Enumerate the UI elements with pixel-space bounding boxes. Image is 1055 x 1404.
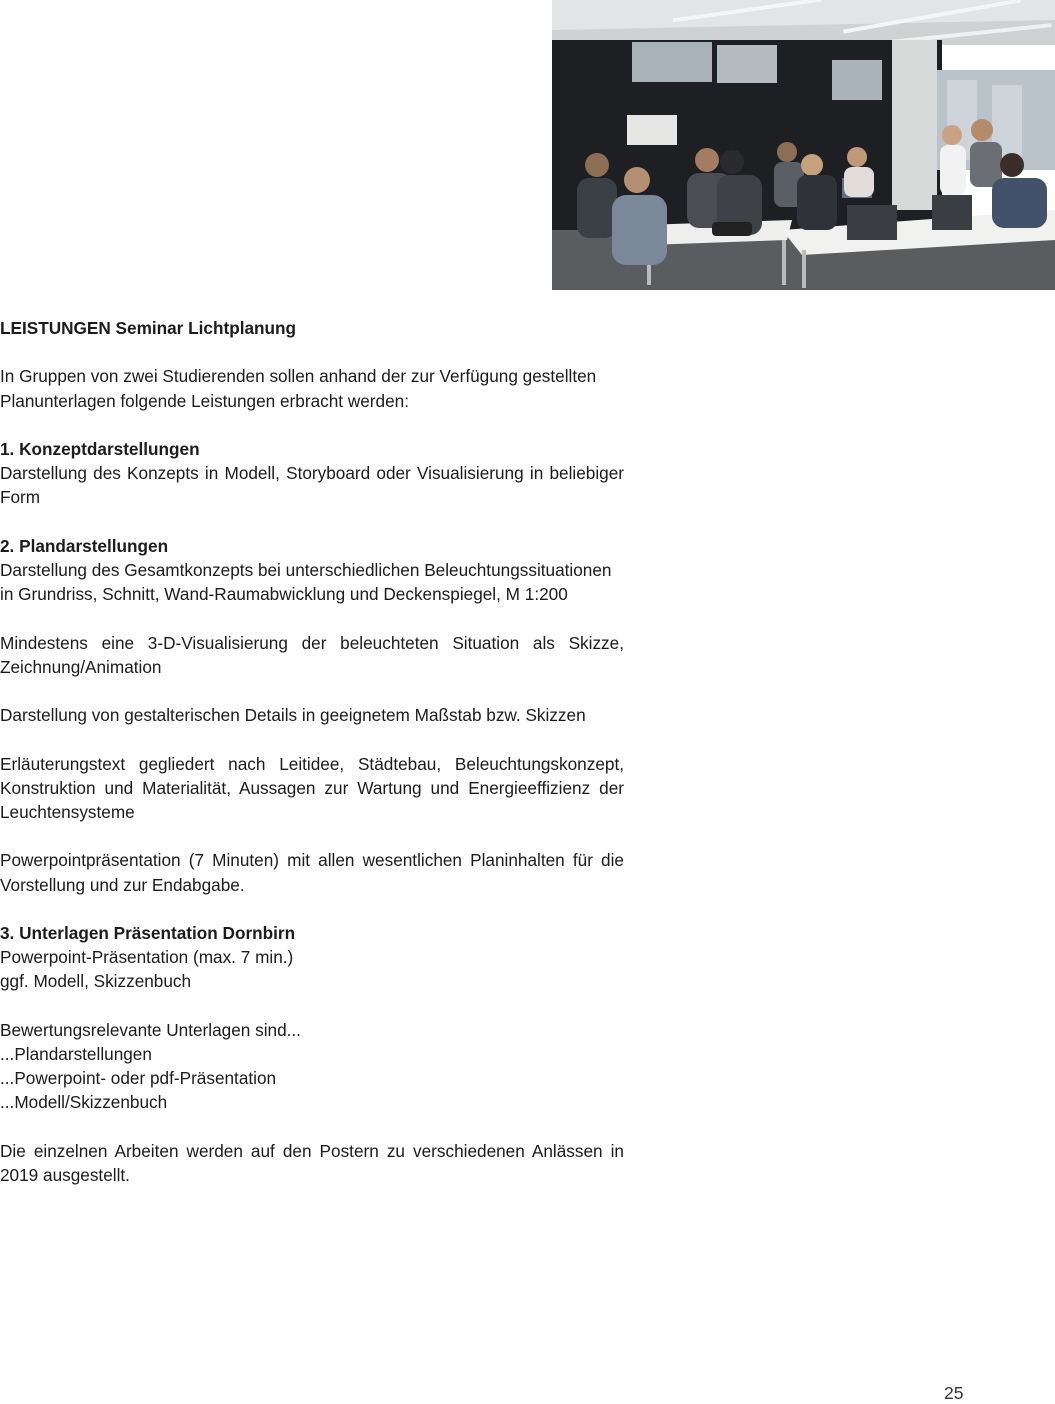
section-line: Powerpoint-Präsentation (max. 7 min.) bbox=[0, 947, 294, 968]
paragraph: Darstellung von gestalterischen Details in geeignetem Maßstab bzw. Skizzen bbox=[0, 705, 586, 726]
list-item: ...Plandarstellungen bbox=[0, 1043, 152, 1064]
paragraph: Mindestens eine 3-D-Visualisierung der beleuchteten Situation als Skizze, Zeichnung/Animation bbox=[0, 632, 624, 677]
section-text: Darstellung des Konzepts in Modell, Storyboard oder Visualisierung in beliebiger Form bbox=[0, 463, 624, 508]
section-text: Darstellung des Gesamtkonzepts bei unterschiedlichen Beleuchtungssituationen in Grundriss, Schnitt, Wand-Raumabwicklung und Deckenspiegel, M 1:200 bbox=[0, 559, 612, 605]
list-item: ...Modell/Skizzenbuch bbox=[0, 1092, 168, 1113]
evaluation-intro: Bewertungsrelevante Unterlagen sind... bbox=[0, 1019, 301, 1040]
list-item: ...Powerpoint- oder pdf-Präsentation bbox=[0, 1068, 277, 1089]
section-2 bbox=[0, 534, 624, 607]
evaluation-list bbox=[0, 1018, 624, 1115]
classroom-photo bbox=[552, 0, 1055, 290]
section-heading: 2. Plandarstellungen bbox=[0, 535, 169, 556]
section-line: ggf. Modell, Skizzenbuch bbox=[0, 971, 192, 992]
closing-paragraph: Die einzelnen Arbeiten werden auf den Postern zu verschiedenen Anlässen in 2019 ausgestellt. bbox=[0, 1140, 624, 1185]
section-1 bbox=[0, 437, 624, 510]
section-3 bbox=[0, 921, 624, 994]
intro-paragraph: In Gruppen von zwei Studierenden sollen anhand der zur Verfügung gestellten Planunterlagen folgende Leistungen erbracht werden: bbox=[0, 366, 597, 411]
section-heading: 3. Unterlagen Präsentation Dornbirn bbox=[0, 922, 296, 943]
page-number: 25 bbox=[944, 1383, 964, 1403]
content bbox=[0, 316, 624, 1211]
paragraph: Powerpointpräsentation (7 Minuten) mit allen wesentlichen Planinhalten für die Vorstellung und zur Endabgabe. bbox=[0, 850, 624, 895]
paragraph: Erläuterungstext gegliedert nach Leitidee, Städtebau, Beleuchtungskonzept, Konstruktion und Materialität, Aussagen zur Wartung und Energieeffizienz der Leuchtensysteme bbox=[0, 753, 624, 822]
section-heading: 1. Konzeptdarstellungen bbox=[0, 438, 200, 459]
page-title: LEISTUNGEN Seminar Lichtplanung bbox=[0, 318, 297, 338]
